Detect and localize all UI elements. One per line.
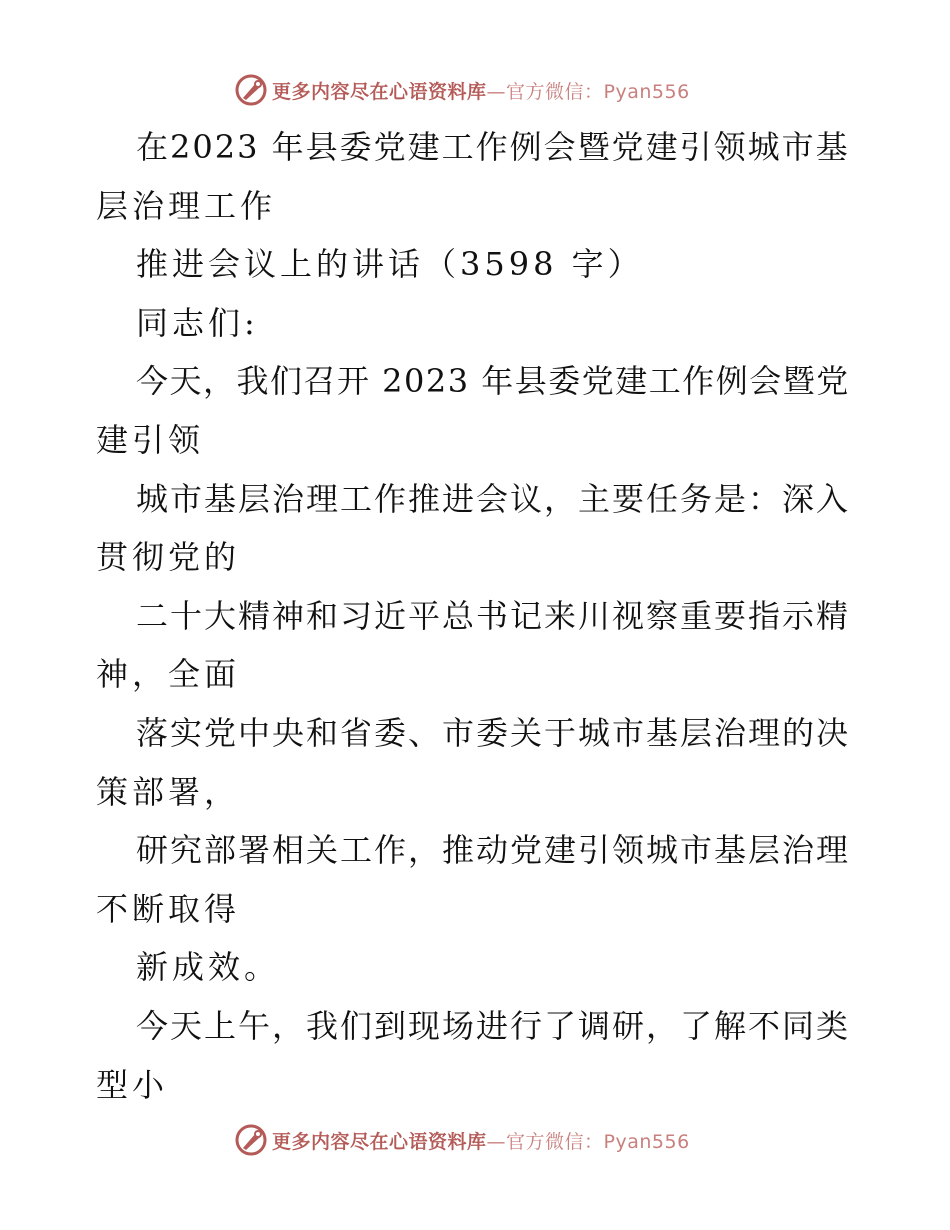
watermark-text: 更多内容尽在心语资料库—官方微信：Pyan556 <box>272 1130 690 1153</box>
text-line: 建引领 <box>96 420 205 459</box>
text-line: 推进会议上的讲话（3598 字） <box>136 245 644 284</box>
text-line: 策部署， <box>96 772 241 811</box>
text-line: 贯彻党的 <box>96 538 241 577</box>
text-line: 不断取得 <box>96 889 241 928</box>
pen-logo-icon <box>234 73 268 107</box>
text-line: 同志们: <box>136 303 259 342</box>
text-line: 今天，我们召开 2023 年县委党建工作例会暨党 <box>136 362 850 401</box>
text-line: 城市基层治理工作推进会议，主要任务是：深入 <box>136 479 851 518</box>
footer-watermark <box>0 1122 950 1158</box>
text-line: 新成效。 <box>136 948 281 987</box>
header-watermark <box>0 72 950 108</box>
text-line: 二十大精神和习近平总书记来川视察重要指示精 <box>136 596 851 635</box>
text-line: 神，全面 <box>96 655 241 694</box>
text-line: 型小 <box>96 1065 169 1104</box>
text-line: 今天上午，我们到现场进行了调研，了解不同类 <box>136 1006 851 1045</box>
document-body <box>96 118 856 1114</box>
pen-logo-icon <box>234 1123 268 1157</box>
text-line: 研究部署相关工作，推动党建引领城市基层治理 <box>136 831 851 870</box>
text-line: 层治理工作 <box>96 186 277 225</box>
watermark-text: 更多内容尽在心语资料库—官方微信：Pyan556 <box>272 80 690 103</box>
text-line: 在2023 年县委党建工作例会暨党建引领城市基 <box>136 128 850 166</box>
text-line: 落实党中央和省委、市委关于城市基层治理的决 <box>136 713 851 752</box>
